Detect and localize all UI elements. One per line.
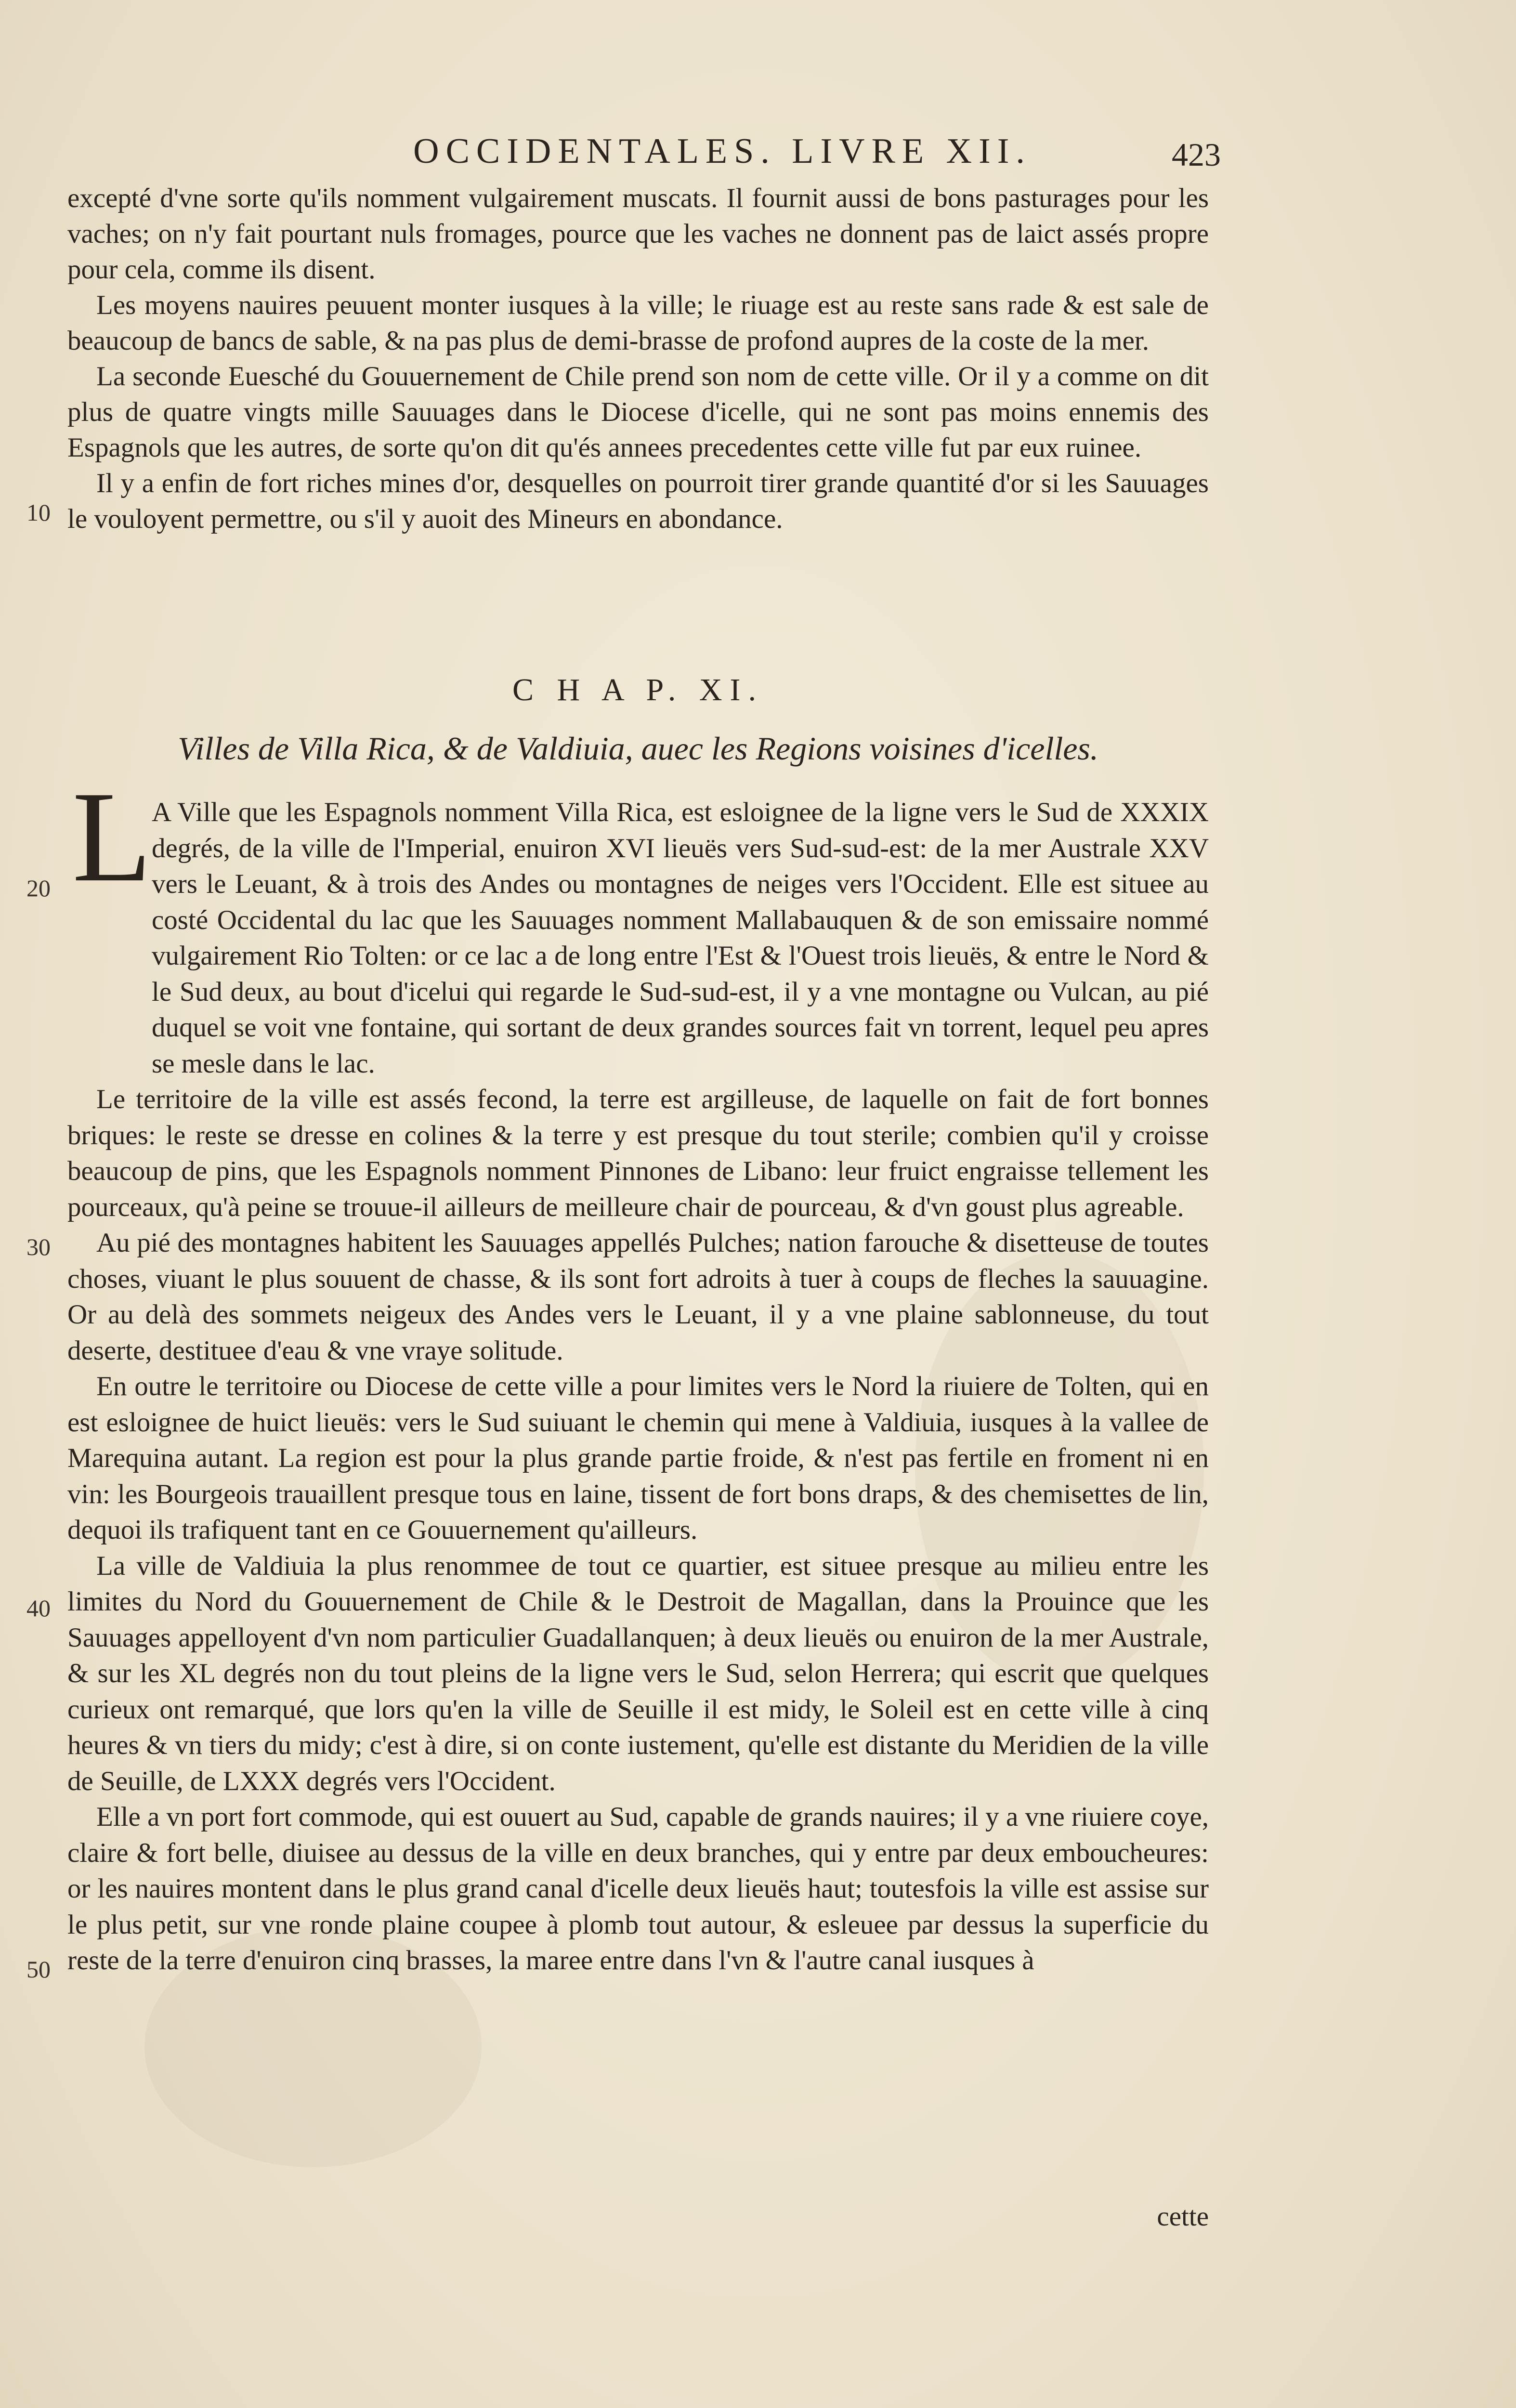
line-number: 40 bbox=[26, 1595, 51, 1622]
line-number: 10 bbox=[26, 499, 51, 526]
top-text bbox=[67, 181, 1209, 537]
chapter-text bbox=[67, 795, 1209, 1979]
line-number: 30 bbox=[26, 1233, 51, 1260]
paragraph: Il y a enfin de fort riches mines d'or, desquelles on pourroit tirer grande quantité d'or si les Sauuages le vouloyent permettre, ou s'il y auoit des Mineurs en abondance. bbox=[67, 468, 1209, 534]
paragraph: La ville de Valdiuia la plus renommee de tout ce quartier, est situee presque au milieu entre les limites du Nord du Gouuernement de Chile & le Destroit de Magallan, dans la Prouince que les Sauuages appelloyent d'vn nom particulier Guadallanquen; à deux lieuës ou enuiron de la mer Australe, & sur les XL degrés non du tout pleins de la ligne vers le Sud, selon Herrera; qui escrit que quelques curieux ont remarqué, que lors qu'en la ville de Seuille il est midy, le Soleil est en cette ville à cinq heures & vn tiers du midy; c'est à dire, si on conte iustement, qu'elle est distante du Meridien de la ville de Seuille, de LXXX degrés vers l'Occident. bbox=[67, 1550, 1209, 1796]
paragraph: La seconde Euesché du Gouuernement de Chile prend son nom de cette ville. Or il y a comme on dit plus de quatre vingts mille Sauuages dans le Diocese d'icelle, qui ne sont pas moins ennemis des Espagnols que les autres, de sorte qu'on dit qu'és annees precedentes cette ville fut par eux ruinee. bbox=[67, 361, 1209, 463]
catchword: cette bbox=[1157, 2201, 1209, 2232]
paragraph: Elle a vn port fort commode, qui est ouuert au Sud, capable de grands nauires; il y a vne riuiere coye, claire & fort belle, diuisee au dessus de la ville en deux branches, qui y entre par deux emboucheures: or les nauires montent dans le plus grand canal d'icelle deux lieuës haut; toutesfois la ville est assise sur le plus petit, sur vne ronde plaine coupee à plomb tout autour, & esleuee par dessus la superficie du reste de la terre d'enuiron cinq brasses, la maree entre dans l'vn & l'autre canal iusques à bbox=[67, 1802, 1209, 1976]
paragraph: Au pié des montagnes habitent les Sauuages appellés Pulches; nation farouche & disetteuse de toutes choses, viuant le plus souuent de chasse, & ils sont fort adroits à tuer à coups de fleches la sauuagine. Or au delà des sommets neigeux des Andes vers le Leuant, il y a vne plaine sablonneuse, du tout deserte, destituee d'eau & vne vraye solitude. bbox=[67, 1228, 1209, 1366]
paragraph: En outre le territoire ou Diocese de cette ville a pour limites vers le Nord la riuiere de Tolten, qui en est esloignee de huict lieuës: vers le Sud suiuant le chemin qui mene à Valdiuia, iusques à la vallee de Marequina autant. La region est pour la plus grande partie froide, & n'est pas fertile en froment ni en vin: les Bourgeois trauaillent presque tous en laine, tissent de fort bons draps, & des chemisettes de lin, dequoi ils trafiquent tant en ce Gouuernement qu'ailleurs. bbox=[67, 1371, 1209, 1545]
drop-cap-letter: L bbox=[72, 765, 152, 909]
chapter-heading: C H A P. XI. bbox=[512, 672, 764, 707]
paragraph: Le territoire de la ville est assés fecond, la terre est argilleuse, de laquelle on fait de fort bonnes briques: le reste se dresse en colines & la terre y est presque du tout sterile; combien qu'il y croisse beaucoup de pins, que les Espagnols nomment Pinnones de Libano: leur fruict engraisse tellement les pourceaux, qu'à peine se trouue-il ailleurs de meilleure chair de pourceau, & d'vn goust plus agreable. bbox=[67, 1084, 1209, 1222]
paragraph: excepté d'vne sorte qu'ils nomment vulgairement muscats. Il fournit aussi de bons pasturages pour les vaches; on n'y fait pourtant nuls fromages, pource que les vaches ne donnent pas de laict assés propre pour cela, comme ils disent. bbox=[67, 183, 1209, 285]
running-title: OCCIDENTALES. LIVRE XII. bbox=[413, 131, 1032, 171]
page-number: 423 bbox=[1172, 136, 1221, 173]
chapter-subtitle: Villes de Villa Rica, & de Valdiuia, auec les Regions voisines d'icelles. bbox=[178, 730, 1098, 767]
paragraph: Les moyens nauires peuuent monter iusques à la ville; le riuage est au reste sans rade & est sale de beaucoup de bancs de sable, & na pas plus de demi-brasse de profond aupres de la coste de la mer. bbox=[67, 290, 1209, 356]
paragraph: A Ville que les Espagnols nomment Villa Rica, est esloignee de la ligne vers le Sud de XXXIX degrés, de la ville de l'Imperial, enuiron XVI lieuës vers Sud-sud-est: de la mer Australe XXV vers le Leuant, & à trois des Andes ou montagnes de neiges vers l'Occident. Elle est situee au costé Occidental du lac que les Sauuages nomment Mallabauquen & de son emissaire nommé vulgairement Rio Tolten: or ce lac a de long entre l'Est & l'Ouest trois lieuës, & entre le Nord & le Sud deux, au bout d'icelui qui regarde le Sud-sud-est, il y a vne montagne ou Vulcan, au pié duquel se voit vne fontaine, qui sortant de deux grandes sources fait vn torrent, lequel peu apres se mesle dans le lac. bbox=[152, 797, 1209, 1079]
line-number: 50 bbox=[26, 1956, 51, 1983]
line-number: 20 bbox=[26, 875, 51, 902]
